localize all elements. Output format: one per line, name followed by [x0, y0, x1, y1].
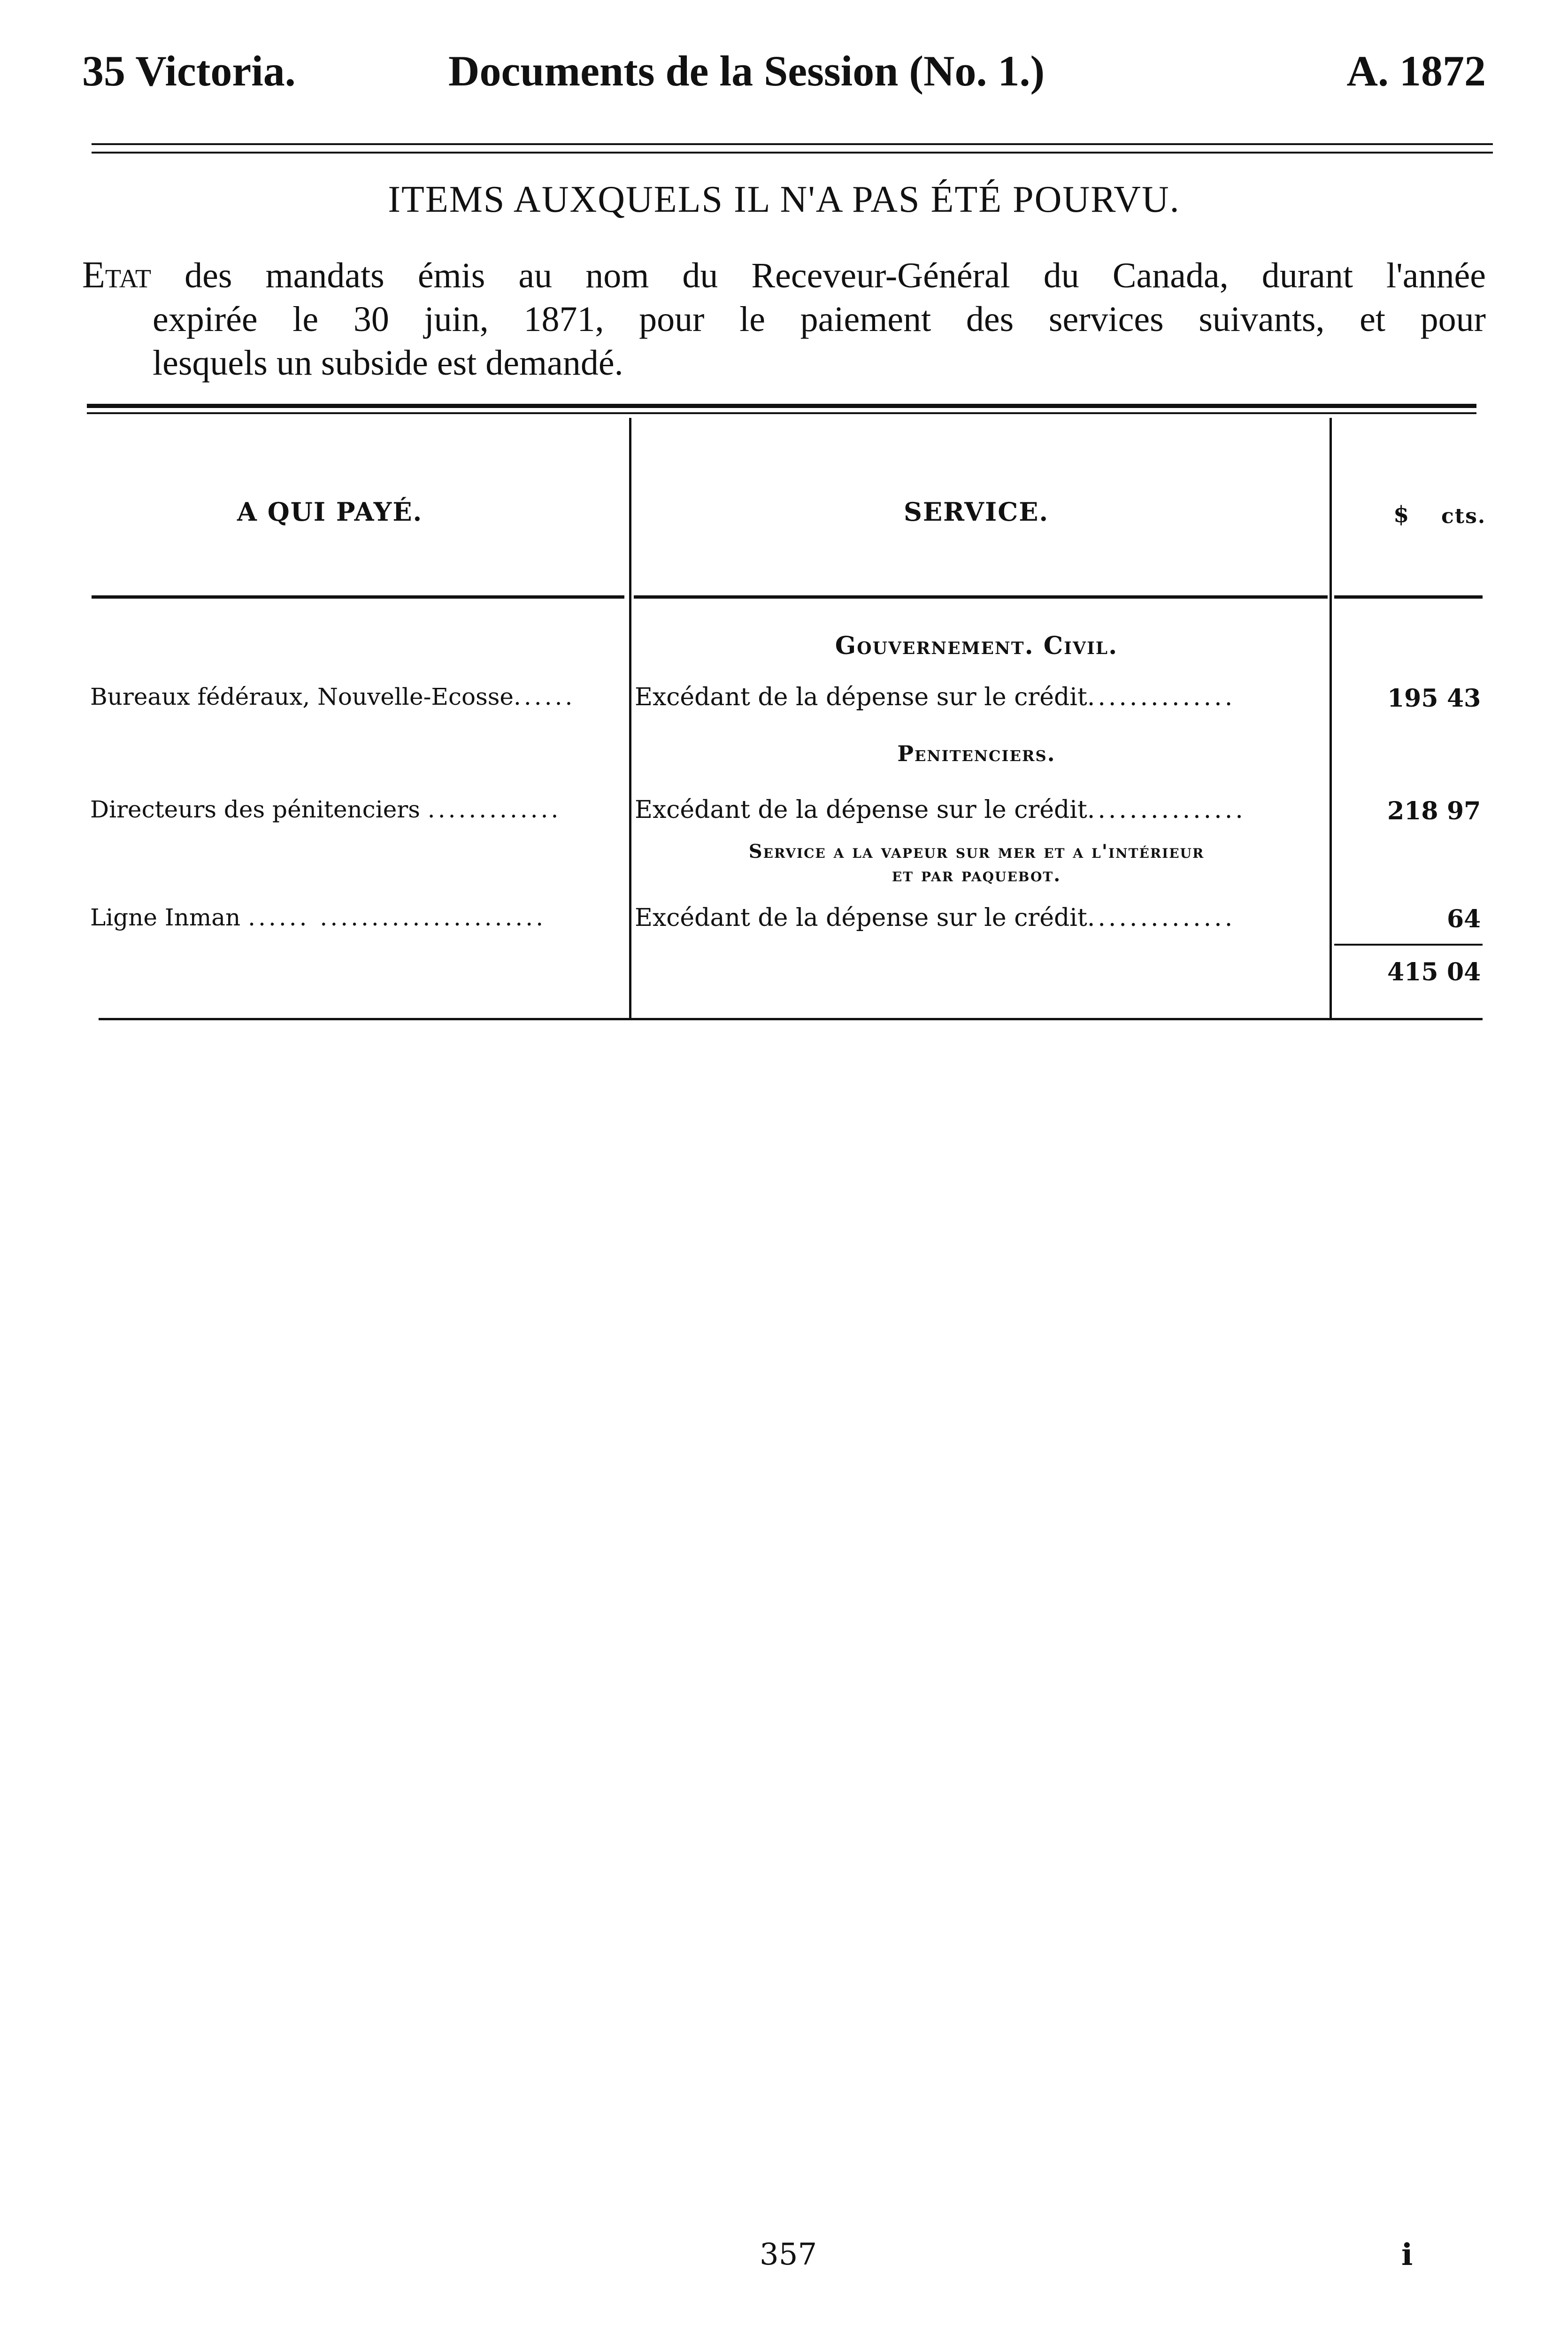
column-header-dollars: $	[1393, 501, 1410, 528]
section-heading-penitentiaries: Penitenciers.	[897, 741, 1056, 766]
payee-text: Bureaux fédéraux, Nouvelle-Ecosse	[90, 683, 514, 710]
leader-dots: ...............	[1087, 796, 1246, 824]
column-header-payee: A QUI PAYÉ.	[237, 497, 423, 527]
intro-line-3: lesquels un subside est demandé.	[153, 343, 623, 383]
header-underline-amount	[1334, 595, 1483, 599]
table-row-service	[635, 796, 1246, 824]
table-row-payee	[90, 904, 546, 931]
intro-line-1-text: des mandats émis au nom du Receveur-Général du Canada, durant l'année	[184, 256, 1486, 295]
table-row-payee	[90, 796, 561, 823]
amount-cents: 64	[1447, 905, 1481, 933]
leader-dots: ......	[514, 683, 576, 710]
amount-cents: 43	[1447, 684, 1481, 713]
amount-dollars: 195	[1387, 684, 1438, 713]
section-heading-civil-government: Gouvernement. Civil.	[835, 632, 1118, 660]
page-number: 357	[760, 2237, 817, 2272]
intro-line-2: expirée le 30 juin, 1871, pour le paiement des services suivants, et pour	[153, 300, 1486, 339]
total-cents: 04	[1447, 958, 1481, 986]
table-row-service	[635, 904, 1235, 932]
total-dollars: 415	[1387, 958, 1438, 986]
table-row-service	[635, 683, 1235, 711]
leader-dots: .............	[427, 796, 561, 823]
page-title: ITEMS AUXQUELS IL N'A PAS ÉTÉ POURVU.	[388, 179, 1180, 220]
header-rule-top	[92, 143, 1493, 145]
column-divider-1	[629, 418, 631, 1019]
service-text: Excédant de la dépense sur le crédit	[635, 683, 1087, 711]
intro-line-1	[82, 254, 1486, 298]
table-row-payee	[90, 683, 575, 710]
leader-dots: ...... ......................	[248, 904, 546, 931]
service-text: Excédant de la dépense sur le crédit	[635, 904, 1087, 932]
leader-dots: ..............	[1087, 904, 1236, 932]
amount-cents: 97	[1447, 797, 1481, 825]
column-header-cents: cts.	[1441, 504, 1486, 528]
amount-dollars: 218	[1387, 797, 1438, 825]
page-mark: i	[1401, 2237, 1413, 2272]
header-underline-payee	[92, 595, 624, 599]
section-heading-steam-service-line-2: et par paquebot.	[892, 864, 1061, 886]
table-top-rule-2	[87, 412, 1476, 414]
running-header-left: 35 Victoria.	[82, 47, 296, 95]
service-text: Excédant de la dépense sur le crédit	[635, 796, 1087, 824]
running-header-center: Documents de la Session (No. 1.)	[448, 47, 1045, 95]
table-top-rule-1	[87, 404, 1476, 408]
intro-lead: Etat	[82, 254, 152, 296]
table-bottom-rule	[99, 1018, 1483, 1020]
leader-dots: ..............	[1087, 683, 1236, 711]
header-underline-service	[634, 595, 1328, 599]
payee-text: Directeurs des pénitenciers	[90, 796, 420, 823]
total-rule	[1334, 944, 1483, 946]
column-divider-2	[1330, 418, 1332, 1019]
payee-text: Ligne Inman	[90, 904, 241, 931]
intro-paragraph	[82, 254, 1486, 385]
column-header-service: SERVICE.	[904, 497, 1049, 527]
header-rule-bottom	[92, 152, 1493, 154]
running-header-right: A. 1872	[1346, 47, 1486, 95]
section-heading-steam-service-line-1: Service a la vapeur sur mer et a l'intérieur	[748, 840, 1205, 863]
